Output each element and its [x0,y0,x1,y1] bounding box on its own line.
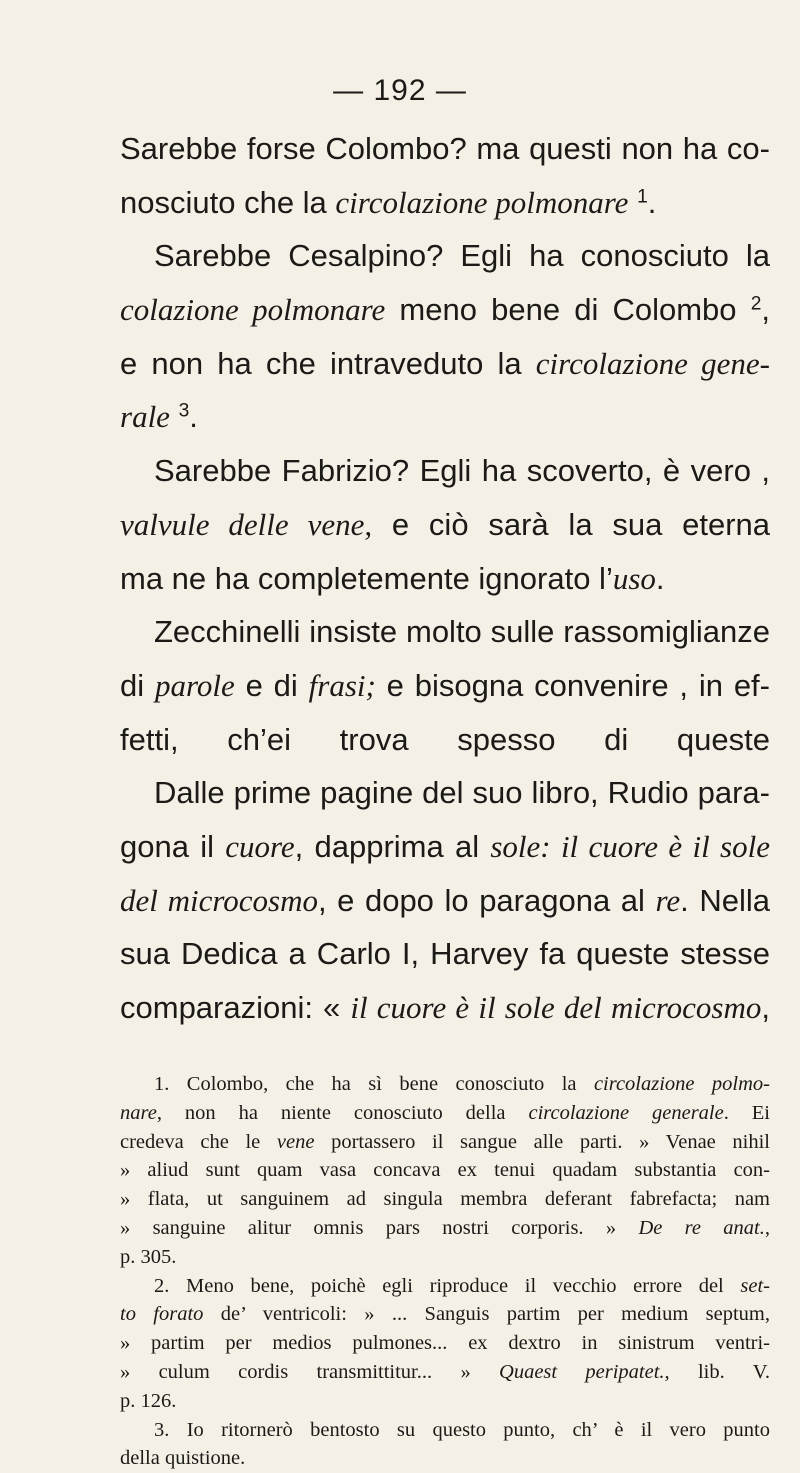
body-line: di parole e di frasi; e bisogna convenire , in ef- [120,667,770,703]
body-line: fetti, ch’ei trova spesso di queste [120,721,770,757]
footnote-line: p. 126. [120,1389,177,1412]
body-line: Dalle prime pagine del suo libro, Rudio para- [154,775,770,811]
body-line: colazione polmonare meno bene di Colombo $^2$, [120,292,770,328]
body-line: Sarebbe forse Colombo? ma questi non ha co- [120,131,770,166]
footnote-line: p. 305. [120,1245,177,1268]
footnote-line: » flata, ut sanguinem ad singula membra deferant fabrefacta; nam [120,1188,770,1211]
body-line: valvule delle vene, e ciò sarà la sua eterna [120,506,770,542]
body-line: del microcosmo, e dopo lo paragona al re. Nella [120,882,770,918]
body-line: Sarebbe Fabrizio? Egli ha scoverto, è vero , [154,453,770,489]
body-line: ma ne ha completemente ignorato l’uso. [120,560,665,596]
body-line: Zecchinelli insiste molto sulle rassomiglianze [154,614,770,650]
body-line: gona il cuore, dapprima al sole: il cuore è il sole [120,828,770,864]
body-line: sua Dedica a Carlo I, Harvey fa queste stesse [120,936,770,972]
main-text [120,122,770,1035]
footnote-line: » aliud sunt quam vasa concava ex tenui quadam substantia con- [120,1159,770,1182]
body-line: e non ha che intraveduto la circolazione gene- [120,345,770,381]
footnote-line: 2. Meno bene, poichè egli riproduce il vecchio errore del set- [154,1274,770,1297]
footnote-line: » sanguine alitur omnis pars nostri corporis. » De re anat., [120,1216,770,1239]
body-line: comparazioni: « il cuore è il sole del microcosmo, [120,990,770,1026]
footnote-line: 3. Io ritornerò bentosto su questo punto, ch’ è il vero punto [154,1418,770,1441]
body-line: nosciuto che la circolazione polmonare $^1$. [120,184,657,220]
footnote-line: della quistione. [120,1447,246,1470]
footnote-line: » partim per medios pulmones... ex dextro in sinistrum ventri- [120,1332,770,1355]
footnote-line: to forato de’ ventricoli: » ... Sanguis partim per medium septum, [120,1303,770,1326]
body-line: Sarebbe Cesalpino? Egli ha conosciuto la [154,238,770,274]
footnote-line: » culum cordis transmittitur... » Quaest peripatet., lib. V. [120,1360,770,1383]
footnote-line: 1. Colombo, che ha sì bene conosciuto la circolazione polmo- [154,1073,770,1095]
page-number: — 192 — [333,74,467,107]
footnotes [120,1070,770,1473]
footnote-line: credeva che le vene portassero il sangue alle parti. » Venae nihil [120,1130,770,1153]
footnote-line: nare, non ha niente conosciuto della circolazione generale. Ei [120,1101,770,1124]
body-line: rale $^3$. [120,399,198,435]
